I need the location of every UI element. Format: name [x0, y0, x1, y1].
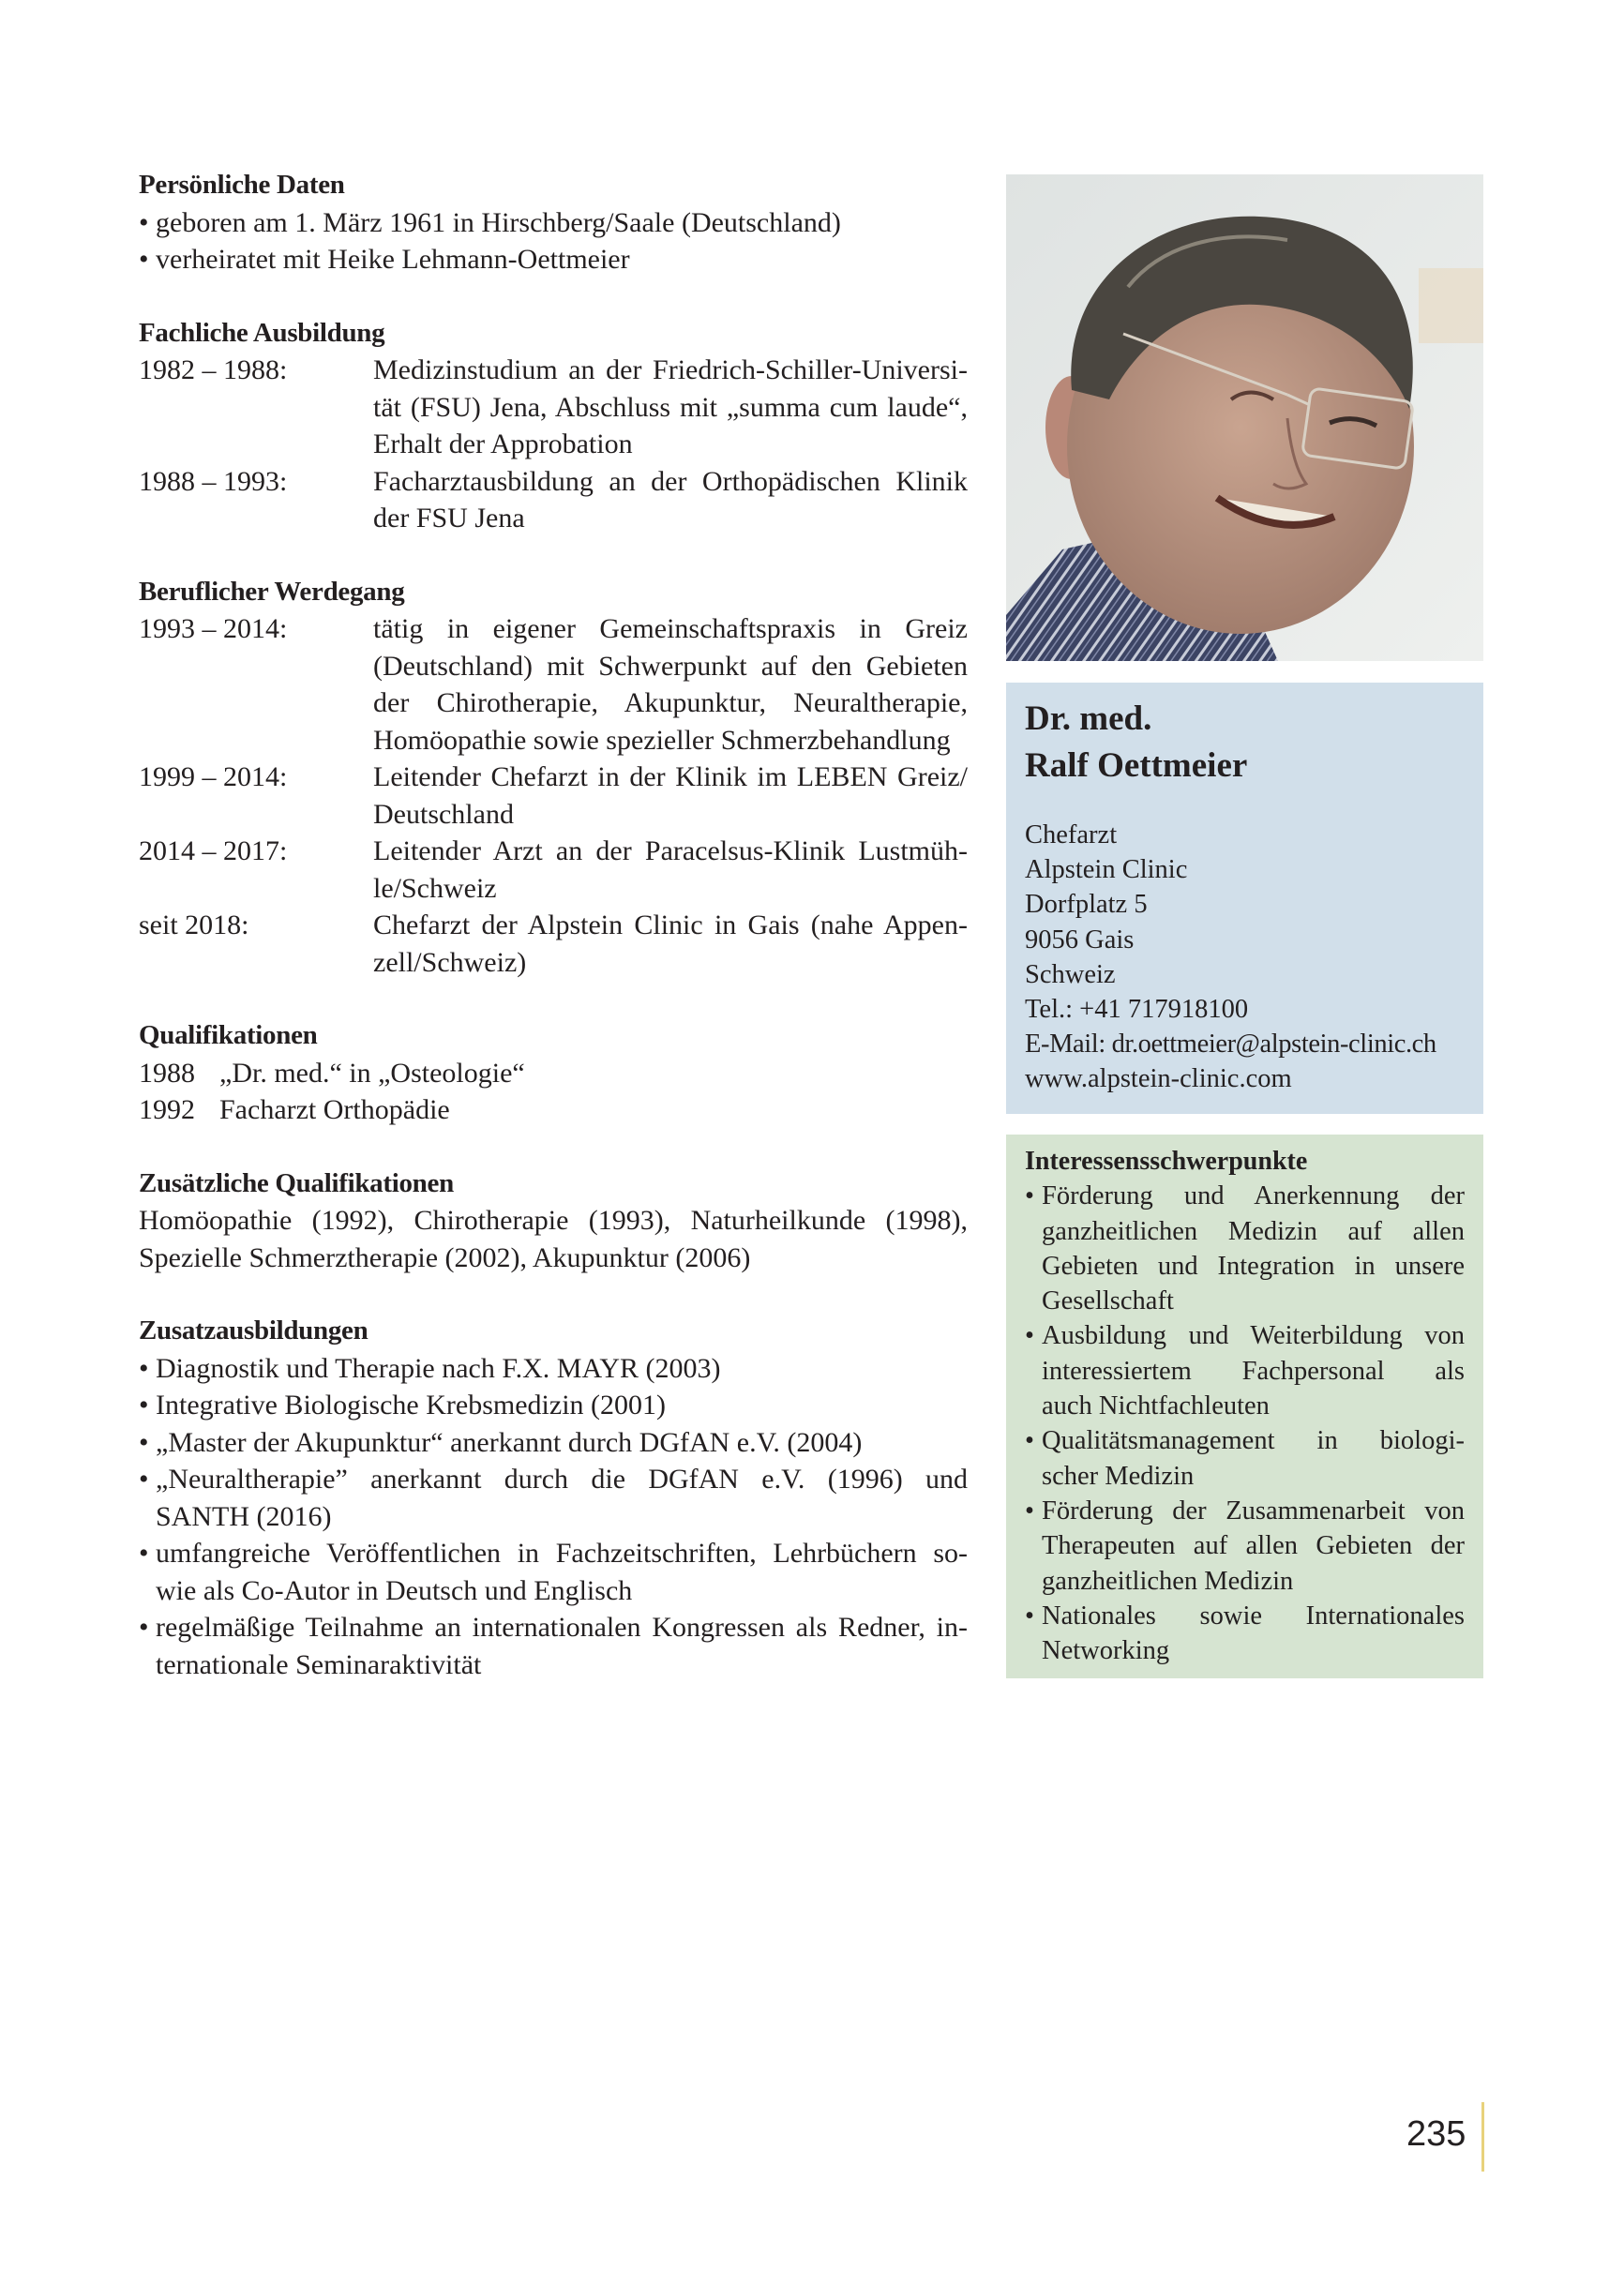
list-item: • „Neuraltherapie” anerkannt durch die DGfAN e.V. (1996) und SANTH (2016) — [139, 1461, 968, 1535]
clinic-name: Alpstein Clinic — [1025, 855, 1188, 885]
timeline-description: Facharztausbildung an der Orthopädischen Klinik der FSU Jena — [373, 465, 968, 534]
list-item: • Diagnostik und Therapie nach F.X. MAYR (2003) — [139, 1350, 968, 1388]
timeline-row — [139, 352, 968, 463]
section-career — [139, 574, 968, 982]
section-personal — [139, 167, 968, 278]
qualification-year: 1992 — [139, 1094, 195, 1125]
country: Schweiz — [1025, 959, 1116, 989]
timeline-period: seit 2018: — [139, 910, 249, 940]
timeline-period: 1993 – 2014: — [139, 613, 288, 644]
bullet-icon: • — [1025, 1181, 1034, 1211]
doctor-name: Dr. med. Ralf Oettmeier — [1025, 699, 1248, 785]
timeline-description: Medizinstudium an der Friedrich-Schiller-Universi- tät (FSU) Jena, Abschluss mit „summa cum laude“, Erhalt der Approbation — [373, 354, 968, 459]
section-heading: Zusätzliche Qualifikationen — [139, 1167, 454, 1198]
section-heading: Beruflicher Werdegang — [139, 576, 405, 607]
bullet-icon: • — [139, 1464, 149, 1495]
timeline-row — [139, 907, 968, 981]
timeline-period: 1988 – 1993: — [139, 465, 288, 497]
bullet-icon: • — [1025, 1321, 1034, 1351]
qualification-text: Facharzt Orthopädie — [219, 1094, 450, 1125]
section-heading: Zusatzausbildungen — [139, 1315, 368, 1345]
list-item: • umfangreiche Veröffentlichen in Fachzeitschriften, Lehrbüchern so- wie als Co-Autor in Deutsch und Englisch — [139, 1535, 968, 1609]
bullet-icon: • — [139, 244, 149, 275]
page-number: 235 — [1406, 2114, 1466, 2154]
contact-card — [1006, 683, 1483, 1114]
timeline-description: Chefarzt der Alpstein Clinic in Gais (nahe Appen- zell/Schweiz) — [373, 910, 968, 978]
bullet-icon: • — [139, 1426, 149, 1458]
list-item: • Förderung und Anerkennung der ganzheitlichen Medizin auf allen Gebieten und Integration in unsere Gesellschaft — [1025, 1179, 1465, 1318]
list-item: • Nationales sowie Internationales Networking — [1025, 1599, 1465, 1669]
website-link[interactable]: www.alpstein-clinic.com — [1025, 1064, 1292, 1094]
timeline-period: 1999 – 2014: — [139, 761, 288, 792]
section-further-training — [139, 1313, 968, 1683]
timeline-description: Leitender Arzt an der Paracelsus-Klinik Lustmüh- le/Schweiz — [373, 835, 968, 904]
position: Chefarzt — [1025, 820, 1118, 849]
section-additional-qualifications — [139, 1165, 968, 1277]
page-accent-bar — [1481, 2102, 1484, 2172]
bullet-icon: • — [139, 1390, 149, 1421]
bullet-icon: • — [139, 206, 149, 238]
city: 9056 Gais — [1025, 925, 1135, 955]
interests-box — [1006, 1135, 1483, 1678]
email-link[interactable]: E-Mail: dr.oettmeier@alpstein-clinic.ch — [1025, 1030, 1436, 1060]
list-item: • Qualitätsmanagement in biologi- scher Medizin — [1025, 1423, 1465, 1494]
bullet-icon: • — [1025, 1601, 1034, 1631]
portrait-photo — [1006, 174, 1483, 661]
list-item: • Ausbildung und Weiterbildung von interessiertem Fachpersonal als auch Nichtfachleuten — [1025, 1318, 1465, 1423]
timeline-row — [139, 463, 968, 537]
bullet-icon: • — [1025, 1496, 1034, 1526]
phone: Tel.: +41 717918100 — [1025, 995, 1249, 1025]
list-item: • regelmäßige Teilnahme an internationalen Kongressen als Redner, in- ternationale Seminaraktivität — [139, 1609, 968, 1683]
section-heading: Qualifikationen — [139, 1020, 318, 1050]
bullet-icon: • — [139, 1352, 149, 1384]
street-address: Dorfplatz 5 — [1025, 890, 1148, 920]
list-item: • „Master der Akupunktur“ anerkannt durch DGfAN e.V. (2004) — [139, 1424, 968, 1462]
bullet-icon: • — [139, 1538, 149, 1569]
timeline-description: Leitender Chefarzt in der Klinik im LEBEN Greiz/ Deutschland — [373, 761, 968, 830]
qualification-year: 1988 — [139, 1057, 195, 1089]
qualification-row — [139, 1055, 968, 1092]
timeline-period: 2014 – 2017: — [139, 835, 288, 866]
list-item: • Förderung der Zusammenarbeit von Therapeuten auf allen Gebieten der ganzheitlichen Medizin — [1025, 1494, 1465, 1599]
bullet-icon: • — [139, 1612, 149, 1643]
timeline-period: 1982 – 1988: — [139, 354, 288, 385]
qualification-row — [139, 1091, 968, 1129]
cv-main-column — [139, 167, 968, 1683]
list-item: • Integrative Biologische Krebsmedizin (2001) — [139, 1387, 968, 1424]
list-item: • verheiratet mit Heike Lehmann-Oettmeier — [139, 241, 968, 278]
timeline-row — [139, 610, 968, 759]
timeline-row — [139, 759, 968, 833]
section-heading: Persönliche Daten — [139, 170, 345, 200]
list-item: • geboren am 1. März 1961 in Hirschberg/Saale (Deutschland) — [139, 204, 968, 242]
section-heading: Fachliche Ausbildung — [139, 317, 385, 348]
additional-qualifications-text: Homöopathie (1992), Chirotherapie (1993), Naturheilkunde (1998), Spezielle Schmerztherapie (2002), Akupunktur (2006) — [139, 1205, 968, 1273]
timeline-description: tätig in eigener Gemeinschaftspraxis in Greiz (Deutschland) mit Schwerpunkt auf den Gebieten der Chirotherapie, Akupunktur, Neuraltherapie, Homöopathie sowie spezieller Schmerzbehandlung — [373, 613, 968, 756]
timeline-row — [139, 833, 968, 907]
bullet-icon: • — [1025, 1426, 1034, 1456]
interests-heading: Interessensschwerpunkte — [1025, 1147, 1308, 1176]
qualification-text: „Dr. med.“ in „Osteologie“ — [219, 1057, 525, 1089]
portrait-illustration — [1006, 174, 1483, 661]
section-qualifications — [139, 1017, 968, 1129]
section-education — [139, 315, 968, 537]
